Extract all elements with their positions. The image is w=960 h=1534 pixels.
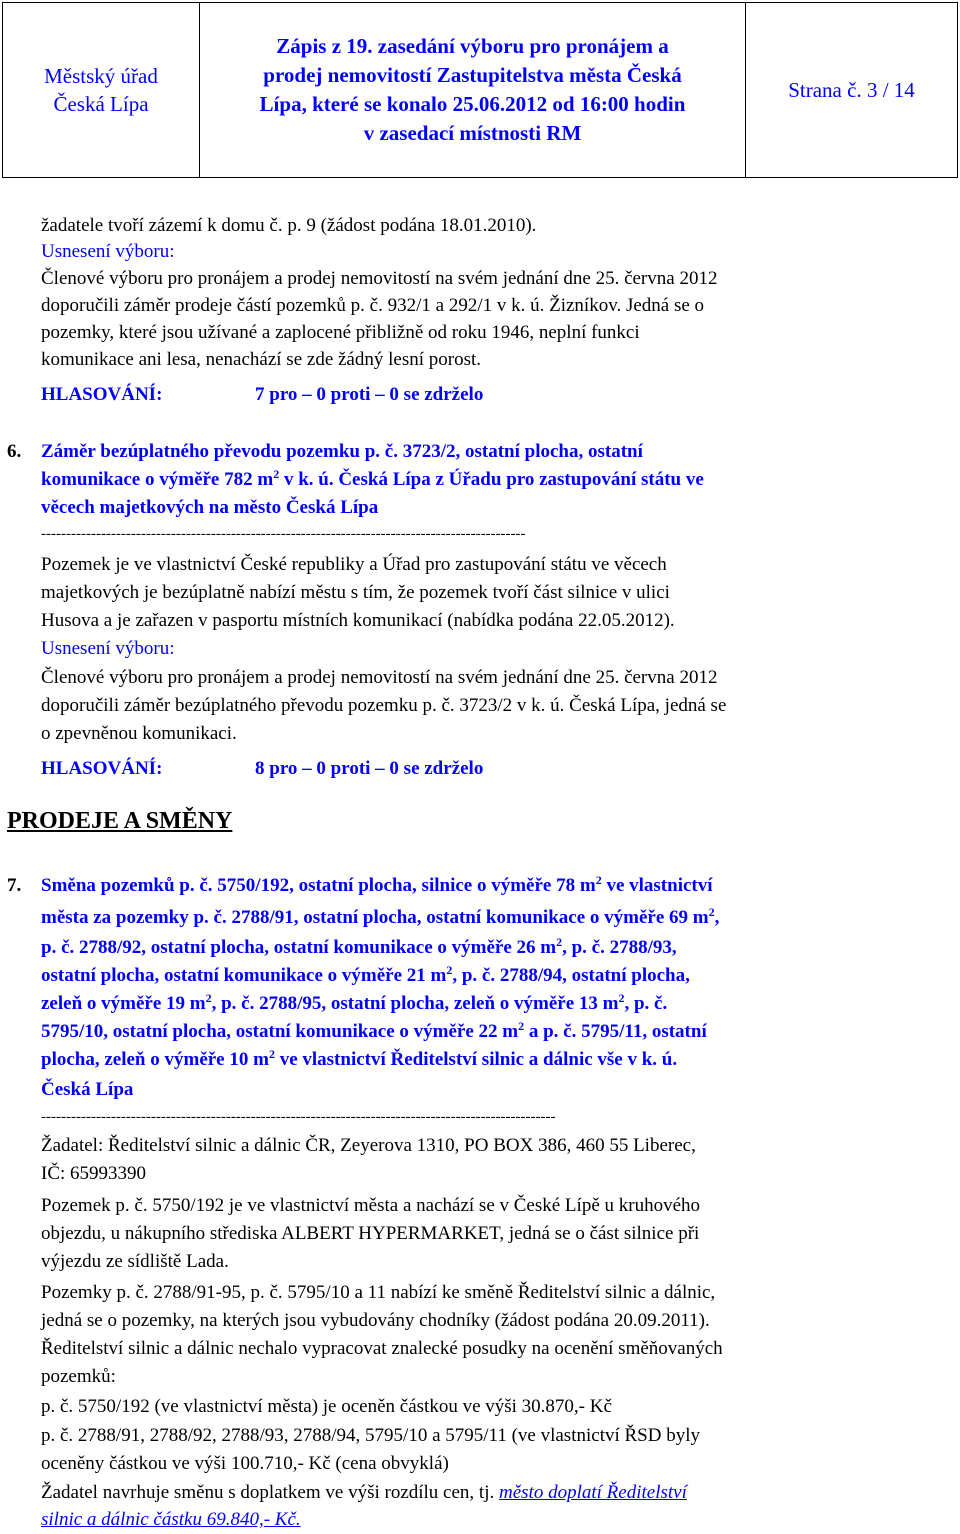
page-number-text: Strana č. 3 / 14: [788, 77, 915, 102]
resolution-label: Usnesení výboru:: [41, 241, 175, 262]
paragraph-line: oceněny částkou ve výši 100.710,- Kč (cena obvyklá): [41, 1453, 449, 1474]
item-title-line: zeleň o výměře 19 $m^2$, p. č. 2788/95, ostatní plocha, zeleň o výměře 13 $m^2$, p. č.: [41, 991, 668, 1014]
paragraph-line: Pozemky p. č. 2788/91-95, p. č. 5795/10 a 11 nabízí ke směně Ředitelství silnic a dálnic,: [41, 1282, 716, 1303]
page-header: [2, 2, 958, 178]
section-heading: PRODEJE A SMĚNY: [7, 808, 233, 834]
item-number: 7.: [7, 875, 22, 896]
paragraph-line: doporučili záměr bezúplatného převodu pozemku p. č. 3723/2 v k. ú. Česká Lípa, jedná se: [41, 695, 727, 716]
document-title: [200, 3, 746, 177]
resolution-label: Usnesení výboru:: [41, 638, 175, 659]
paragraph-line: p. č. 5750/192 (ve vlastnictví města) je oceněn částkou ve výši 30.870,- Kč: [41, 1396, 612, 1417]
paragraph-line: IČ: 65993390: [41, 1163, 147, 1184]
office-name: [3, 3, 200, 177]
vote-result: 7 pro – 0 proti – 0 se zdrželo: [255, 384, 484, 405]
paragraph-line: Členové výboru pro pronájem a prodej nemovitostí na svém jednání dne 25. června 2012: [41, 667, 718, 688]
page-number: [746, 3, 957, 177]
item-title-line: p. č. 2788/92, ostatní plocha, ostatní komunikace o výměře 26 $m^2$, p. č. 2788/93,: [41, 935, 677, 958]
paragraph-line: Žadatel navrhuje směnu s doplatkem ve výši rozdílu cen, tj. město doplatí Ředitelství: [41, 1482, 687, 1503]
paragraph-line: výjezdu ze sídliště Lada.: [41, 1251, 229, 1272]
paragraph-line: majetkových je bezúplatně nabízí městu s tím, že pozemek tvoří část silnice v ulici: [41, 582, 670, 603]
paragraph-line: p. č. 2788/91, 2788/92, 2788/93, 2788/94, 5795/10 a 5795/11 (ve vlastnictví ŘSD byly: [41, 1425, 700, 1446]
item-title-line: Záměr bezúplatného převodu pozemku p. č. 3723/2, ostatní plocha, ostatní: [41, 441, 643, 462]
separator-line: -------------------------------------------------------------------------------------------------------: [41, 1109, 556, 1125]
title-line-3: Lípa, které se konalo 25.06.2012 od 16:00 hodin: [259, 92, 686, 116]
paragraph-line: komunikace ani lesa, nenachází se zde žádný lesní porost.: [41, 349, 481, 370]
item-title-line: města za pozemky p. č. 2788/91, ostatní plocha, ostatní komunikace o výměře 69 $m^2$,: [41, 905, 720, 928]
title-line-4: v zasedací místnosti RM: [363, 121, 582, 145]
separator-line: -------------------------------------------------------------------------------------------------: [41, 526, 526, 542]
vote-label: HLASOVÁNÍ:: [41, 758, 163, 779]
paragraph-line: Husova a je zařazen v pasportu místních komunikací (nabídka podána 22.05.2012).: [41, 610, 675, 631]
paragraph-line: Žadatel: Ředitelství silnic a dálnic ČR, Zeyerova 1310, PO BOX 386, 460 55 Liberec,: [41, 1135, 696, 1156]
item-title-line: komunikace o výměře 782 $m^2$ v k. ú. Česká Lípa z Úřadu pro zastupování státu ve: [41, 467, 704, 490]
vote-result: 8 pro – 0 proti – 0 se zdrželo: [255, 758, 484, 779]
paragraph-line: Ředitelství silnic a dálnic nechalo vypracovat znalecké posudky na ocenění směňovaných: [41, 1338, 723, 1359]
item-number: 6.: [7, 441, 22, 462]
paragraph-line: doporučili záměr prodeje částí pozemků p. č. 932/1 a 292/1 v k. ú. Žizníkov. Jedná se o: [41, 295, 705, 316]
item-title-line: Směna pozemků p. č. 5750/192, ostatní plocha, silnice o výměře 78 $m^2$ ve vlastnictví: [41, 873, 713, 896]
paragraph-line: Pozemek je ve vlastnictví České republiky a Úřad pro zastupování státu ve věcech: [41, 554, 667, 575]
paragraph-line: žadatele tvoří zázemí k domu č. p. 9 (žádost podána 18.01.2010).: [41, 215, 537, 236]
paragraph-line: objezdu, u nákupního střediska ALBERT HYPERMARKET, jedná se o část silnice při: [41, 1223, 700, 1244]
paragraph-line: jedná se o pozemky, na kterých jsou vybudovány chodníky (žádost podána 20.09.2011).: [41, 1310, 710, 1331]
conclusion-highlight: město doplatí Ředitelství: [499, 1482, 687, 1503]
paragraph-line: Členové výboru pro pronájem a prodej nemovitostí na svém jednání dne 25. června 2012: [41, 268, 718, 289]
conclusion-highlight: silnic a dálnic částku 69.840,- Kč.: [41, 1509, 301, 1530]
title-line-1: Zápis z 19. zasedání výboru pro pronájem a: [276, 34, 669, 58]
title-line-2: prodej nemovitostí Zastupitelstva města Česká: [263, 63, 682, 87]
item-title-line: plocha, zeleň o výměře 10 $m^2$ ve vlastnictví Ředitelství silnic a dálnic vše v k. ú.: [41, 1047, 678, 1070]
vote-label: HLASOVÁNÍ:: [41, 384, 163, 405]
paragraph-line: Pozemek p. č. 5750/192 je ve vlastnictví města a nachází se v České Lípě u kruhového: [41, 1195, 701, 1216]
paragraph-line: pozemků:: [41, 1366, 116, 1387]
paragraph-line: o zpevněnou komunikaci.: [41, 723, 237, 744]
paragraph-line: pozemky, které jsou užívané a zaplocené přibližně od roku 1946, neplní funkci: [41, 322, 640, 343]
office-line-2: Česká Lípa: [53, 92, 149, 116]
item-title-line: 5795/10, ostatní plocha, ostatní komunikace o výměře 22 $m^2$ a p. č. 5795/11, ostatní: [41, 1019, 707, 1042]
item-title-line: věcech majetkových na město Česká Lípa: [41, 497, 379, 518]
item-title-line: ostatní plocha, ostatní komunikace o výměře 21 $m^2$, p. č. 2788/94, ostatní plocha,: [41, 963, 690, 986]
item-title-line: Česká Lípa: [41, 1079, 134, 1100]
office-line-1: Městský úřad: [44, 64, 158, 88]
